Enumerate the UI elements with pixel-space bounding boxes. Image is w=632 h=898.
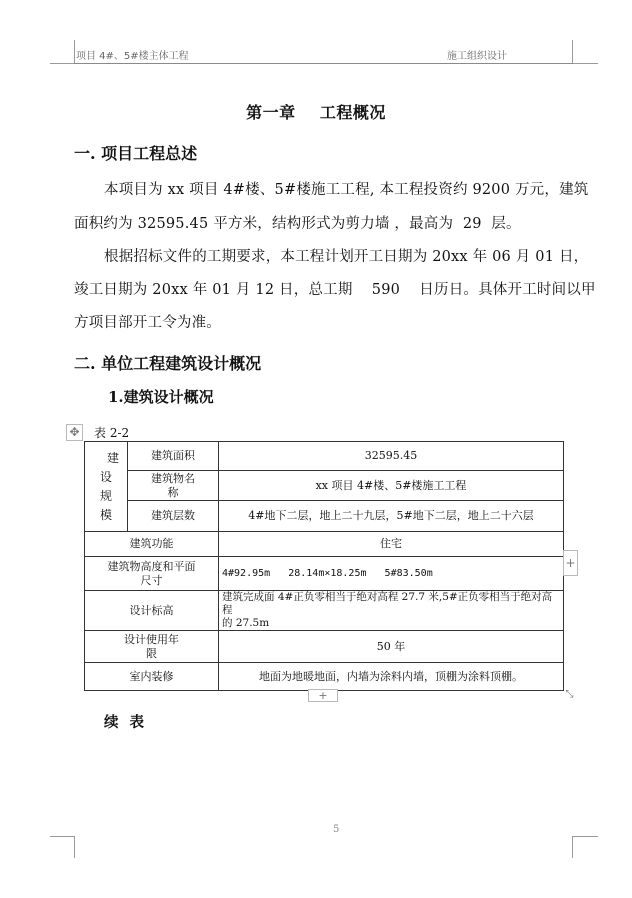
life-label-cell[interactable] bbox=[85, 631, 219, 663]
table-caption: 表 2-2 bbox=[94, 426, 130, 440]
area-value-cell[interactable]: 32595.45 bbox=[219, 442, 564, 471]
height-label-line: 尺寸 bbox=[140, 573, 163, 587]
table-row bbox=[85, 471, 564, 501]
crop-mark-top-right-v bbox=[572, 40, 573, 64]
name-label-line: 称 bbox=[167, 485, 179, 499]
header-left-text: 项目 4#、5#楼主体工程 bbox=[76, 51, 189, 62]
life-value-cell[interactable]: 50 年 bbox=[219, 631, 564, 663]
group-label-char: 建 bbox=[106, 450, 119, 465]
height-label-line: 建筑物高度和平面 bbox=[107, 559, 196, 573]
add-column-plus-icon[interactable]: + bbox=[563, 550, 578, 576]
crop-mark-top-right-h bbox=[572, 63, 598, 64]
table-row bbox=[85, 557, 564, 591]
table-row bbox=[85, 631, 564, 663]
paragraph-2-line-3: 方项目部开工令为准。 bbox=[74, 315, 221, 331]
move-arrows-icon[interactable]: ✥ bbox=[66, 424, 83, 441]
decoration-label-cell[interactable]: 室内装修 bbox=[85, 663, 219, 691]
section-heading-design: 二. 单位工程建筑设计概况 bbox=[74, 354, 262, 373]
elevation-label-cell[interactable]: 设计标高 bbox=[85, 591, 219, 631]
area-label-cell[interactable]: 建筑面积 bbox=[128, 442, 219, 471]
paragraph-2-line-2: 竣工日期为 20xx 年 01 月 12 日，总工期 590 日历日。具体开工时间以甲 bbox=[74, 282, 596, 298]
height-label-cell[interactable] bbox=[85, 557, 219, 591]
paragraph-1-line-1: 本项目为 xx 项目 4#楼、5#楼施工工程, 本工程投资约 9200 万元，建筑 bbox=[104, 182, 589, 198]
crop-mark-bottom-right-h bbox=[572, 836, 598, 837]
elevation-value-line: 的 27.5m bbox=[222, 617, 270, 629]
continued-table-label: 续 表 bbox=[104, 714, 148, 731]
crop-mark-bottom-left-v bbox=[74, 836, 75, 858]
elevation-value-cell[interactable] bbox=[219, 591, 564, 631]
table-row bbox=[85, 532, 564, 557]
group-label-cell bbox=[85, 442, 128, 532]
crop-mark-top-left-v bbox=[74, 40, 75, 64]
group-label-char: 设 bbox=[99, 469, 112, 484]
floors-label-cell[interactable]: 建筑层数 bbox=[128, 501, 219, 532]
crop-mark-bottom-right-v bbox=[572, 836, 573, 858]
design-table bbox=[84, 441, 564, 691]
name-label-cell[interactable] bbox=[128, 471, 219, 501]
function-label-cell[interactable]: 建筑功能 bbox=[85, 532, 219, 557]
crop-mark-top-left-h bbox=[50, 63, 75, 64]
chapter-title: 第一章 工程概况 bbox=[246, 103, 386, 122]
table-row bbox=[85, 591, 564, 631]
life-label-line: 限 bbox=[146, 646, 157, 660]
paragraph-1-line-2: 面积约为 32595.45 平方米，结构形式为剪力墙 ，最高为 29 层。 bbox=[74, 216, 521, 232]
group-label-char: 模 bbox=[99, 507, 112, 522]
sub-heading-architecture: 1.建筑设计概况 bbox=[108, 388, 214, 406]
header-rule bbox=[74, 63, 573, 64]
crop-mark-bottom-left-h bbox=[50, 836, 75, 837]
table-row bbox=[85, 442, 564, 471]
resize-corner-icon[interactable]: ⤡ bbox=[565, 689, 574, 700]
elevation-value-line: 建筑完成面 4#正负零相当于绝对高程 27.7 米,5#正负零相当于绝对高程 bbox=[222, 591, 553, 616]
table-row bbox=[85, 501, 564, 532]
function-value-cell[interactable]: 住宅 bbox=[219, 532, 564, 557]
section-heading-overview: 一. 项目工程总述 bbox=[74, 144, 198, 163]
height-value-cell[interactable]: 4#92.95m 28.14m×18.25m 5#83.50m bbox=[219, 557, 564, 591]
table-row bbox=[85, 663, 564, 691]
name-label-line: 建筑物名 bbox=[151, 471, 195, 485]
decoration-value-cell[interactable]: 地面为地暖地面，内墙为涂料内墙，顶棚为涂料顶棚。 bbox=[219, 663, 564, 691]
add-row-plus-icon[interactable]: + bbox=[308, 689, 338, 702]
name-value-cell[interactable]: xx 项目 4#楼、5#楼施工工程 bbox=[219, 471, 564, 501]
paragraph-2-line-1: 根据招标文件的工期要求，本工程计划开工日期为 20xx 年 06 月 01 日， bbox=[104, 249, 589, 265]
floors-value-cell[interactable]: 4#地下二层，地上二十九层，5#地下二层，地上二十六层 bbox=[219, 501, 564, 532]
page-number: 5 bbox=[333, 824, 340, 835]
life-label-line: 设计使用年 bbox=[124, 632, 179, 646]
group-label-char: 规 bbox=[99, 488, 112, 503]
header-right-text: 施工组织设计 bbox=[447, 51, 507, 62]
